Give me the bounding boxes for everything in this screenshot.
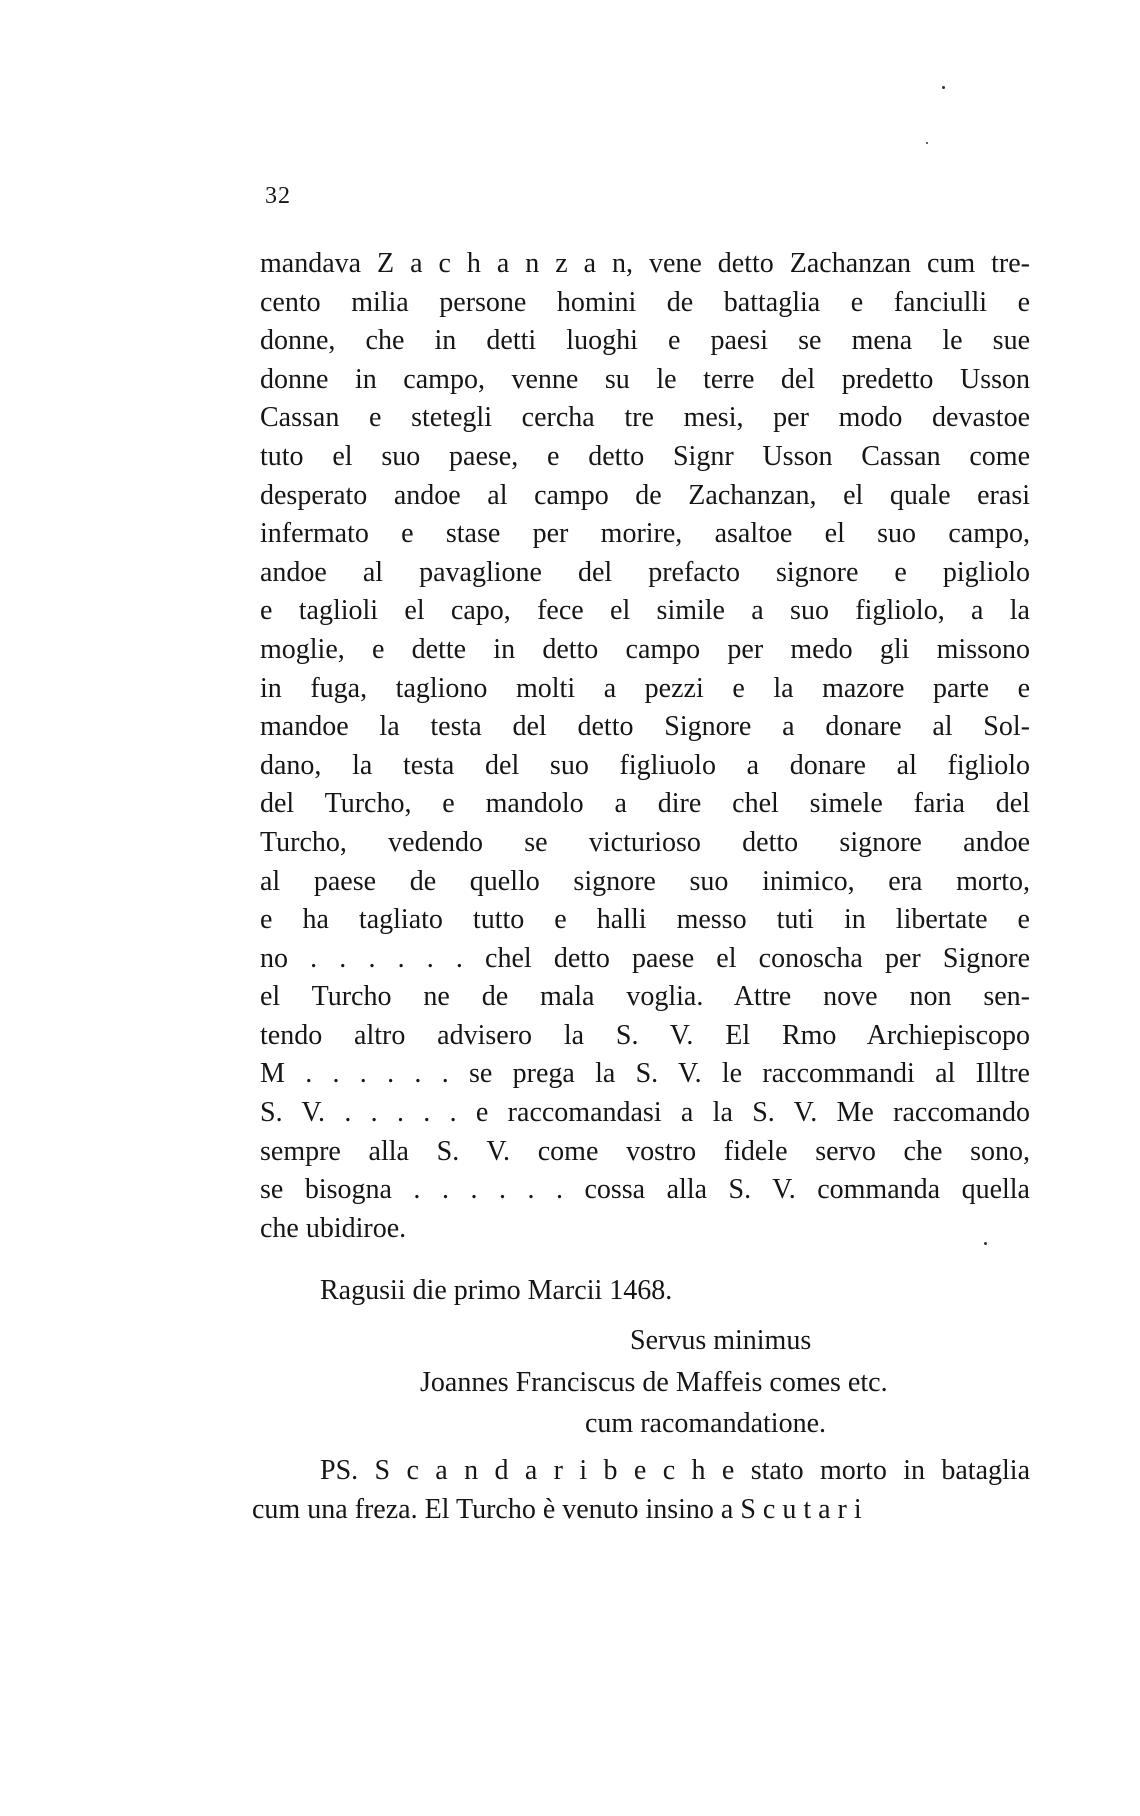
text-line: no . . . . . . chel detto paese el conoscha per Signore: [260, 942, 1030, 974]
text-line: Cassan e stetegli cercha tre mesi, per modo devastoe: [260, 402, 1030, 434]
postscript: [252, 1451, 1030, 1529]
text-line: al paese de quello signore suo inimico, era morto,: [260, 865, 1030, 897]
text-line: se bisogna . . . . . . cossa alla S. V. commanda quella: [260, 1174, 1030, 1206]
text-line: moglie, e dette in detto campo per medo gli missono: [260, 633, 1030, 665]
page-number: 32: [265, 183, 291, 209]
text-line: andoe al pavaglione del prefacto signore e pigliolo: [260, 556, 1030, 588]
text-line: sempre alla S. V. come vostro fidele servo che sono,: [260, 1135, 1030, 1167]
signature-note: cum racomandatione.: [585, 1408, 827, 1439]
text-line: del Turcho, e mandolo a dire chel simele faria del: [260, 788, 1030, 820]
text-line: el Turcho ne de mala voglia. Attre nove non sen-: [260, 981, 1030, 1013]
text-line: donne in campo, venne su le terre del predetto Usson: [260, 363, 1030, 395]
text-line: Turcho, vedendo se victurioso detto signore andoe: [260, 826, 1030, 858]
text-line: mandoe la testa del detto Signore a donare al Sol-: [260, 711, 1030, 743]
signature-closing: Servus minimus: [630, 1325, 812, 1356]
text-line: tuto el suo paese, e detto Signr Usson Cassan come: [260, 440, 1030, 472]
text-line: mandava Z a c h a n z a n, vene detto Zachanzan cum tre-: [260, 248, 1030, 279]
letter-body: [260, 245, 1030, 1248]
text-line: e ha tagliato tutto e halli messo tuti in libertate e: [260, 904, 1030, 936]
text-line: che ubidiroe.: [260, 1212, 407, 1244]
text-line: donne, che in detti luoghi e paesi se mena le sue: [260, 325, 1030, 357]
text-line: M . . . . . . se prega la S. V. le raccommandi al Illtre: [260, 1058, 1030, 1090]
text-line: dano, la testa del suo figliuolo a donare al figliolo: [260, 749, 1030, 781]
date-line: Ragusii die primo Marcii 1468.: [320, 1275, 673, 1306]
text-line: infermato e stase per morire, asaltoe el suo campo,: [260, 518, 1030, 550]
text-line: in fuga, tagliono molti a pezzi e la mazore parte e: [260, 672, 1030, 704]
print-speck: [926, 142, 928, 144]
postscript-line: PS. S c a n d a r i b e c h e stato morto in bataglia: [320, 1455, 1030, 1486]
text-line: S. V. . . . . . e raccomandasi a la S. V. Me raccomando: [260, 1097, 1030, 1129]
text-line: desperato andoe al campo de Zachanzan, el quale erasi: [260, 479, 1030, 511]
text-line: cento milia persone homini de battaglia e fanciulli e: [260, 286, 1030, 318]
print-speck: [942, 86, 945, 89]
signature-name: Joannes Franciscus de Maffeis comes etc.: [420, 1367, 888, 1398]
print-speck: [984, 1242, 987, 1245]
text-line: e taglioli el capo, fece el simile a suo figliolo, a la: [260, 595, 1030, 627]
postscript-line: cum una freza. El Turcho è venuto insino a S c u t a r i: [252, 1494, 862, 1525]
text-line: tendo altro advisero la S. V. El Rmo Archiepiscopo: [260, 1019, 1030, 1051]
